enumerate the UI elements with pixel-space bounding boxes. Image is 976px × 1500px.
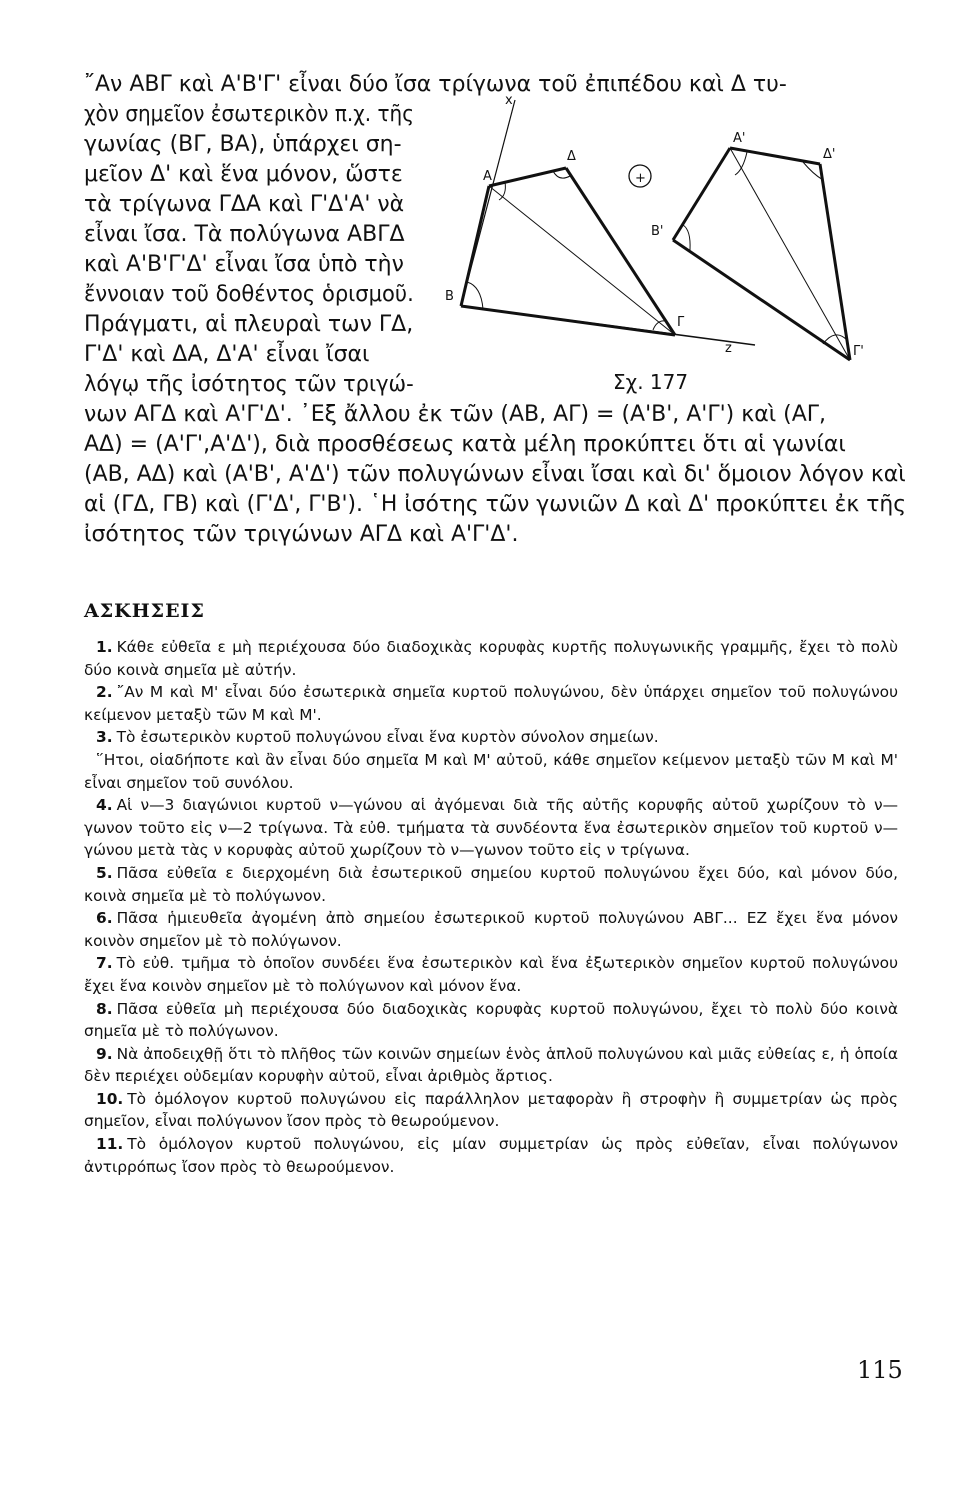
figure-caption: Σχ. 177 xyxy=(613,370,689,394)
intro-line-9: Πράγματι, αἱ πλευραὶ των ΓΔ, xyxy=(84,312,414,337)
intro-line-16: ἰσότητος τῶν τριγώνων ΑΓΔ καὶ Α'Γ'Δ'. xyxy=(84,522,519,547)
label-a: Α xyxy=(483,169,492,184)
angle-arc-a1 xyxy=(735,152,747,175)
label-b1: Β' xyxy=(651,224,664,239)
label-a1: Α' xyxy=(733,131,746,146)
exercise-4: 4. Αἱ ν—3 διαγώνιοι κυρτοῦ ν—γώνου αἱ ἀγόμεναι διὰ τῆς αὐτῆς κορυφῆς αὐτοῦ χωρίζουν τὸ ν—γωνον τοῦτο εἰς ν—2 τρίγωνα. Τὰ εὐθ. τμήματα τὰ συνδέοντα ἕνα ἐσωτερικὸν σημεῖον τοῦ κυρτοῦ ν—γώνου μετὰ τὰς ν κορυφὰς αὐτοῦ χωρίζουν τὸ ν—γωνον τοῦτο εἰς ν τρίγωνα. xyxy=(84,796,898,860)
side-ab xyxy=(461,186,489,306)
diagonal-a1g1 xyxy=(730,148,850,360)
label-d: Δ xyxy=(567,149,576,164)
section-title: ΑΣΚΗΣΕΙΣ xyxy=(84,600,205,622)
page-number: 115 xyxy=(857,1356,903,1384)
side-d1g1 xyxy=(820,164,850,360)
side-b1g1 xyxy=(673,240,850,360)
label-g: Γ xyxy=(677,315,685,330)
exercise-1: 1. Κάθε εὐθεῖα ε μὴ περιέχουσα δύο διαδοχικὰς κορυφὰς κυρτῆς πολυγωνικῆς γραμμῆς, ἔχει τὸ πολὺ δύο κοινὰ σημεῖα μὲ αὐτήν. xyxy=(84,638,898,679)
intro-line-7: καὶ Α'Β'Γ'Δ' εἶναι ἴσα ὑπὸ τὴν xyxy=(84,252,404,277)
label-z: z xyxy=(725,341,732,356)
intro-line-6: εἶναι ἴσα. Τὰ πολύγωνα ΑΒΓΔ xyxy=(84,222,405,247)
side-dg xyxy=(566,168,675,335)
exercise-8: 8. Πᾶσα εὐθεῖα μὴ περιέχουσα δύο διαδοχικὰς κορυφὰς κυρτοῦ πολυγώνου, ἔχει τὸ πολὺ δύο κοινὰ σημεῖα μὲ τὸ πολύγωνον. xyxy=(84,999,898,1041)
intro-line-1: ῎Αν ΑΒΓ καὶ Α'Β'Γ' εἶναι δύο ἴσα τρίγωνα τοῦ ἐπιπέδου καὶ Δ τυ- xyxy=(84,72,787,97)
side-a1d1 xyxy=(730,148,820,164)
exercise-2: 2. ῎Αν Μ καὶ Μ' εἶναι δύο ἐσωτερικὰ σημεῖα κυρτοῦ πολυγώνου, δὲν ὑπάρχει σημεῖον τοῦ πολυγώνου κείμενον μεταξὺ τῶν Μ καὶ Μ'. xyxy=(84,683,898,724)
intro-line-14: (ΑΒ, ΑΔ) καὶ (Α'Β', Α'Δ') τῶν πολυγώνων εἶναι ἴσαι καὶ δι' ὅμοιον λόγον καὶ xyxy=(84,462,906,487)
intro-line-8: ἔννοιαν τοῦ δοθέντος ὁρισμοῦ. xyxy=(84,282,414,307)
side-a1b1 xyxy=(673,148,730,240)
label-plus: + xyxy=(635,171,646,186)
exercise-3-cont: ῞Ητοι, οἱαδήποτε καὶ ἂν εἶναι δύο σημεῖα Μ καὶ Μ' αὐτοῦ, κάθε σημεῖον κείμενον μεταξὺ τῶν Μ καὶ Μ' εἶναι σημεῖον τοῦ συνόλου. xyxy=(84,750,898,792)
label-x: x xyxy=(505,93,513,108)
intro-line-4: μεῖον Δ' καὶ ἕνα μόνον, ὥστε xyxy=(84,162,403,187)
exercise-6: 6. Πᾶσα ἡμιευθεῖα ἀγομένη ἀπὸ σημείου ἐσωτερικοῦ κυρτοῦ πολυγώνου ΑΒΓ... ΕΖ ἔχει ἕνα μόνον κοινὸν σημεῖον μὲ τὸ πολύγωνον. xyxy=(84,909,898,950)
label-g1: Γ' xyxy=(853,344,864,359)
intro-line-5: τὰ τρίγωνα ΓΔΑ καὶ Γ'Δ'Α' νὰ xyxy=(84,192,405,217)
intro-line-13: ΑΔ) = (Α'Γ',Α'Δ'), διὰ προσθέσεως κατὰ μέλη προκύπτει ὅτι αἱ γωνίαι xyxy=(84,432,846,457)
side-bg xyxy=(461,306,675,335)
exercise-9: 9. Νὰ ἀποδειχθῇ ὅτι τὸ πλῆθος τῶν κοινῶν σημείων ἑνὸς ἁπλοῦ πολυγώνου καὶ μιᾶς εὐθείας ε, ἡ ὁποία δὲν περιέχει οὐδεμίαν κορυφὴν αὐτοῦ, εἶναι ἀριθμὸς ἄρτιος. xyxy=(84,1044,898,1086)
exercise-5: 5. Πᾶσα εὐθεῖα ε διερχομένη διὰ ἐσωτερικοῦ σημείου κυρτοῦ πολυγώνου ἔχει δύο, καὶ μόνον δύο, κοινὰ σημεῖα μὲ τὸ πολύγωνον. xyxy=(84,863,898,905)
geometry-figure xyxy=(425,90,895,400)
label-d1: Δ' xyxy=(823,147,836,162)
exercise-10: 10. Τὸ ὁμόλογον κυρτοῦ πολυγώνου εἰς παράλληλον μεταφορὰν ἢ στροφὴν ἢ συμμετρίαν ὡς πρὸς σημεῖον, εἶναι πολύγωνον ἴσον πρὸς τὸ θεωρούμενον. xyxy=(84,1089,898,1131)
intro-line-10: Γ'Δ' καὶ ΔΑ, Δ'Α' εἶναι ἴσαι xyxy=(84,342,370,367)
exercises-list xyxy=(84,636,898,1178)
angle-arc-b xyxy=(467,282,483,309)
exercise-11: 11. Τὸ ὁμόλογον κυρτοῦ πολυγώνου, εἰς μίαν συμμετρίαν ὡς πρὸς εὐθεῖαν, εἶναι πολύγωνον ἀντιρρόπως ἴσον πρὸς τὸ θεωρούμενον. xyxy=(84,1135,898,1176)
intro-line-12: νων ΑΓΔ καὶ Α'Γ'Δ'. ᾽Εξ ἄλλου ἐκ τῶν (ΑΒ, ΑΓ) = (Α'Β', Α'Γ') καὶ (ΑΓ, xyxy=(84,402,827,427)
exercise-7: 7. Τὸ εὐθ. τμῆμα τὸ ὁποῖον συνδέει ἕνα ἐσωτερικὸν καὶ ἕνα ἐξωτερικὸν σημεῖον κυρτοῦ πολυγώνου ἔχει ἕνα κοινὸν σημεῖον μὲ τὸ πολύγωνον καὶ μόνον ἕνα. xyxy=(84,954,898,995)
exercise-3: 3. Τὸ ἐσωτερικὸν κυρτοῦ πολυγώνου εἶναι ἕνα κυρτὸν σύνολον σημείων. xyxy=(96,728,659,747)
intro-line-15: αἱ (ΓΔ, ΓΒ) καὶ (Γ'Δ', Γ'Β'). ῾Η ἰσότης τῶν γωνιῶν Δ καὶ Δ' προκύπτει ἐκ τῆς xyxy=(84,492,907,517)
label-b: Β xyxy=(445,289,454,304)
side-ad xyxy=(489,168,566,186)
intro-line-2: χὸν σημεῖον ἐσωτερικὸν π.χ. τῆς xyxy=(84,102,414,127)
intro-line-3: γωνίας (ΒΓ, ΒΑ), ὑπάρχει ση- xyxy=(84,132,402,157)
intro-line-11: λόγῳ τῆς ἰσότητος τῶν τριγώ- xyxy=(84,372,414,397)
